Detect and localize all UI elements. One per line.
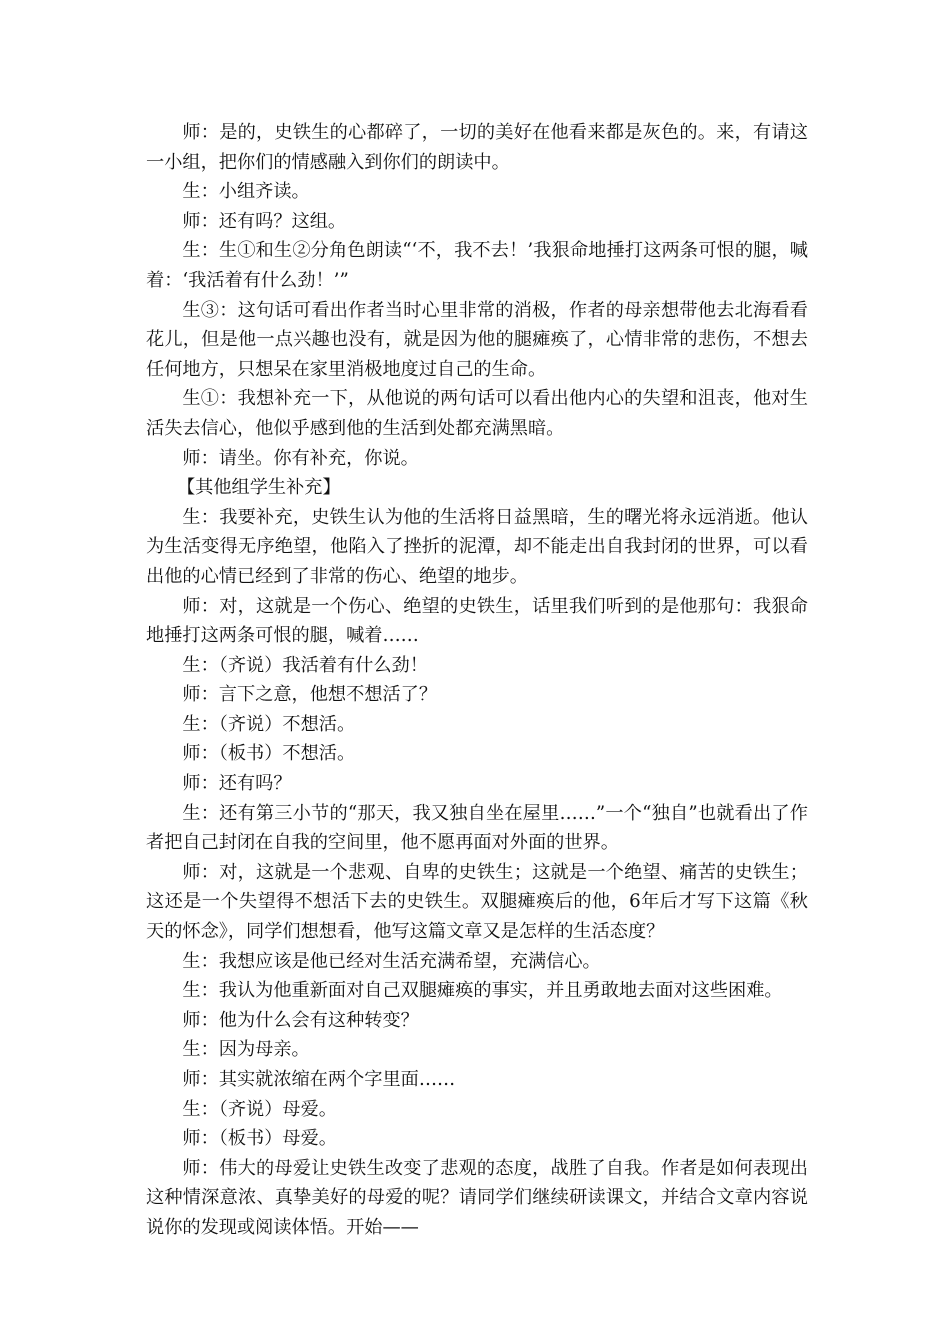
paragraph: 师：请坐。你有补充，你说。 xyxy=(182,447,419,469)
paragraph: 师：其实就浓缩在两个字里面…… xyxy=(182,1069,456,1090)
paragraph: 生：（齐说）不想活。 xyxy=(182,713,356,735)
paragraph: 师：（板书）母爱。 xyxy=(182,1128,337,1150)
paragraph: 生：（齐说）我活着有什么劲！ xyxy=(182,654,428,676)
paragraph: 生：小组齐读。 xyxy=(182,181,310,203)
paragraph: 师：是的，史铁生的心都碎了，一切的美好在他看来都是灰色的。来，有请这一小组，把你们的情感融入到你们的朗读中。 xyxy=(146,122,808,173)
paragraph: 师：对，这就是一个伤心、绝望的史铁生，话里我们听到的是他那句：我狠命地捶打这两条可恨的腿，喊着…… xyxy=(146,595,808,647)
paragraph: 师：（板书）不想活。 xyxy=(182,743,356,765)
paragraph: 生：生①和生②分角色朗读“‘不，我不去！’我狠命地捶打这两条可恨的腿，喊着：‘我活着有什么劲！’” xyxy=(146,240,808,291)
paragraph: 生：我想应该是他已经对生活充满希望，充满信心。 xyxy=(182,950,601,972)
paragraph: 师：伟大的母爱让史铁生改变了悲观的态度，战胜了自我。作者是如何表现出这种情深意浓、真挚美好的母爱的呢？请同学们继续研读课文，并结合文章内容说说你的发现或阅读体悟。开始—— xyxy=(146,1157,808,1238)
paragraph: 生：我认为他重新面对自己双腿瘫痪的事实，并且勇敢地去面对这些困难。 xyxy=(182,980,783,1002)
paragraph: 师：对，这就是一个悲观、自卑的史铁生；这就是一个绝望、痛苦的史铁生；这还是一个失望得不想活下去的史铁生。双腿瘫痪后的他，6年后才写下这篇《秋天的怀念》，同学们想想看，他写这篇文章又是怎样的生活态度？ xyxy=(146,861,808,943)
paragraph: 生：我要补充，史铁生认为他的生活将日益黑暗，生的曙光将永远消逝。他认为生活变得无序绝望，他陷入了挫折的泥潭，却不能走出自我封闭的世界，可以看出他的心情已经到了非常的伤心、绝望的地步。 xyxy=(146,506,808,587)
paragraph: 师：他为什么会有这种转变？ xyxy=(182,1009,419,1031)
paragraph: 师：还有吗？ xyxy=(182,773,292,795)
paragraph: 生③：这句话可看出作者当时心里非常的消极，作者的母亲想带他去北海看看花儿，但是他一点兴趣也没有，就是因为他的腿瘫痪了，心情非常的悲伤，不想去任何地方，只想呆在家里消极地度过自己的生命。 xyxy=(146,299,808,380)
section-note: 【其他组学生补充】 xyxy=(176,477,341,499)
paragraph: 生：还有第三小节的“那天，我又独自坐在屋里……”一个“独自”也就看出了作者把自己封闭在自我的空间里，他不愿再面对外面的世界。 xyxy=(146,802,808,854)
document-page xyxy=(146,118,808,1243)
paragraph: 生①：我想补充一下，从他说的两句话可以看出他内心的失望和沮丧，他对生活失去信心，他似乎感到他的生活到处都充满黑暗。 xyxy=(146,388,808,439)
paragraph: 师：言下之意，他想不想活了？ xyxy=(182,684,438,706)
paragraph: 师：还有吗？这组。 xyxy=(182,210,347,232)
paragraph: 生：因为母亲。 xyxy=(182,1039,310,1061)
paragraph: 生：（齐说）母爱。 xyxy=(182,1098,337,1120)
